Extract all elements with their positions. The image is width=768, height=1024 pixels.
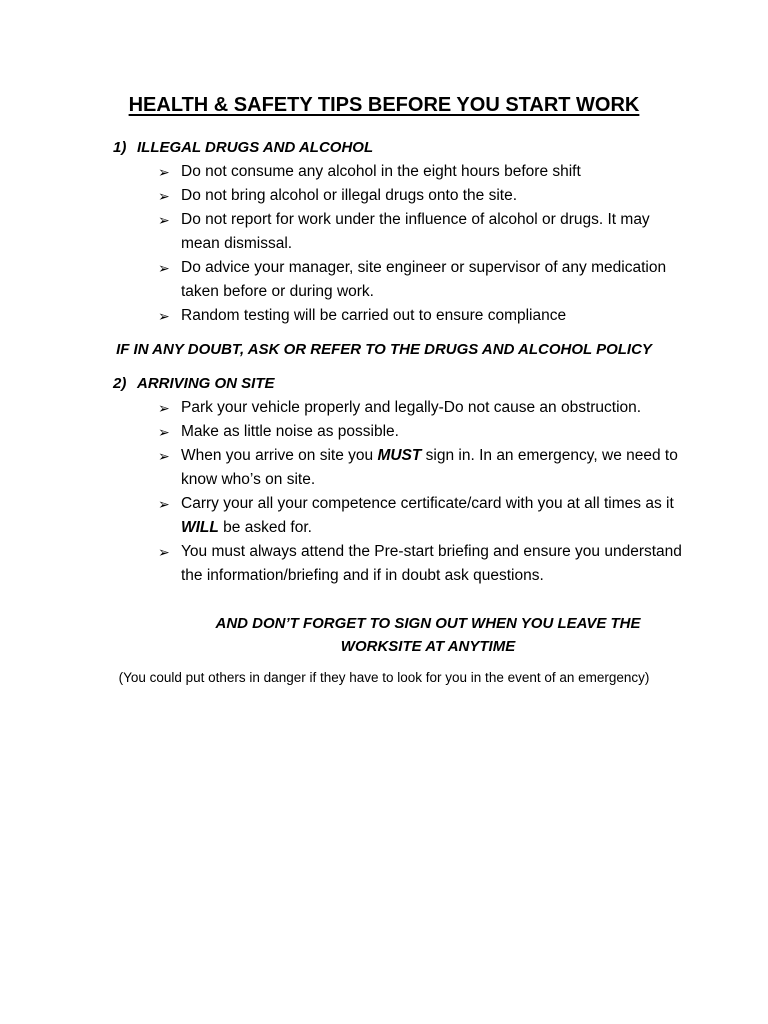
- list-item-text: sign in. In an emergency, we need to know who’s on site.: [181, 447, 678, 488]
- emphasis-text: MUST: [377, 447, 422, 464]
- arrow-bullet-icon: ➢: [158, 496, 170, 512]
- section-2-list: [158, 396, 688, 588]
- list-item-text: be asked for.: [218, 519, 312, 536]
- arrow-bullet-icon: ➢: [158, 308, 170, 324]
- list-item-text: Do not report for work under the influence of alcohol or drugs. It may mean dismissal.: [181, 211, 650, 252]
- arrow-bullet-icon: ➢: [158, 424, 170, 440]
- list-item-text: When you arrive on site you: [181, 447, 378, 464]
- list-item-text: Random testing will be carried out to ensure compliance: [181, 307, 567, 324]
- list-item-text: Park your vehicle properly and legally-Do not cause an obstruction.: [181, 399, 642, 416]
- list-item: [158, 208, 688, 256]
- list-item: [158, 184, 688, 208]
- arrow-bullet-icon: ➢: [158, 212, 170, 228]
- arrow-bullet-icon: ➢: [158, 400, 170, 416]
- arrow-bullet-icon: ➢: [158, 544, 170, 560]
- list-item-text: You must always attend the Pre-start briefing and ensure you understand the information/briefing and if in doubt ask questions.: [181, 543, 682, 584]
- list-item: [158, 492, 688, 540]
- section-1-heading: [113, 139, 373, 156]
- list-item: [158, 160, 688, 184]
- list-item-text: Make as little noise as possible.: [181, 423, 399, 440]
- list-item: [158, 396, 688, 420]
- arrow-bullet-icon: ➢: [158, 188, 170, 204]
- page-title: [0, 94, 768, 117]
- arrow-bullet-icon: ➢: [158, 260, 170, 276]
- signout-reminder: AND DON’T FORGET TO SIGN OUT WHEN YOU LEAVE THE WORKSITE AT ANYTIME: [215, 615, 641, 655]
- list-item-text: Carry your all your competence certificate/card with you at all times as it: [181, 495, 674, 512]
- page-title-text: HEALTH & SAFETY TIPS BEFORE YOU START WORK: [128, 94, 640, 116]
- section-2-heading: [113, 375, 275, 392]
- footnote: (You could put others in danger if they have to look for you in the event of an emergency): [118, 670, 650, 685]
- section-1-title: ILLEGAL DRUGS AND ALCOHOL: [137, 139, 374, 156]
- section-2-title: ARRIVING ON SITE: [137, 375, 275, 392]
- list-item: [158, 540, 688, 588]
- section-1-list: [158, 160, 688, 328]
- list-item-text: Do not consume any alcohol in the eight hours before shift: [181, 163, 581, 180]
- list-item: [158, 304, 688, 328]
- list-item-text: Do not bring alcohol or illegal drugs onto the site.: [181, 187, 518, 204]
- section-1-number: 1): [113, 139, 127, 156]
- list-item-text: Do advice your manager, site engineer or supervisor of any medication taken before or during work.: [181, 259, 667, 300]
- arrow-bullet-icon: ➢: [158, 164, 170, 180]
- section-2-number: 2): [113, 375, 127, 392]
- arrow-bullet-icon: ➢: [158, 448, 170, 464]
- policy-note: IF IN ANY DOUBT, ASK OR REFER TO THE DRUGS AND ALCOHOL POLICY: [116, 341, 652, 358]
- list-item: [158, 420, 688, 444]
- list-item: [158, 256, 688, 304]
- list-item: [158, 444, 688, 492]
- emphasis-text: WILL: [181, 519, 219, 536]
